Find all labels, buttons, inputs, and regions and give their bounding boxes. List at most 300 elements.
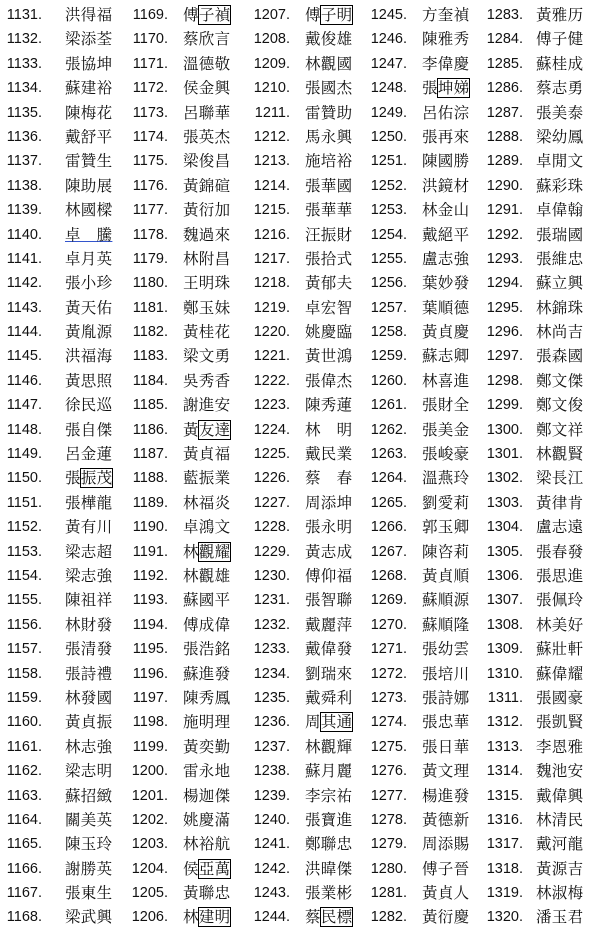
list-item: [367, 515, 485, 539]
list-item: [2, 101, 120, 125]
list-item: [250, 3, 368, 27]
entry-number: 1196.: [132, 665, 168, 682]
list-item: [483, 881, 607, 905]
entry-number: 1271.: [370, 641, 407, 658]
entry-name: 林清民: [536, 810, 584, 829]
entry-number: 1291.: [486, 202, 523, 219]
entry-number: 1288.: [486, 128, 523, 145]
entry-number: 1224.: [253, 421, 290, 438]
entry-name: 雷永地: [183, 762, 231, 781]
entry-number: 1262.: [370, 421, 407, 438]
list-item: [250, 27, 368, 51]
entry-number: 1166.: [6, 860, 42, 877]
list-item: [250, 101, 368, 125]
entry-name: 林金山: [422, 201, 470, 220]
entry-number: 1199.: [132, 738, 168, 755]
entry-number: 1254.: [370, 226, 407, 243]
entry-name: 張拾式: [305, 249, 353, 268]
list-item: [250, 588, 368, 612]
entry-name: 侯亞萬: [183, 859, 231, 878]
entry-name: 林裕航: [183, 835, 231, 854]
entry-name: 戴舒平: [65, 127, 113, 146]
entry-name: 謝勝英: [65, 859, 113, 878]
entry-name: 黃貞慶: [422, 323, 470, 342]
entry-name: 李宗祐: [305, 786, 353, 805]
list-item: [128, 296, 246, 320]
entry-name: 黃桂花: [183, 323, 231, 342]
entry-number: 1195.: [132, 641, 168, 658]
entry-name: 汪振財: [305, 225, 353, 244]
entry-name: 張峻豪: [422, 445, 470, 464]
list-item: [367, 247, 485, 271]
list-item: [250, 125, 368, 149]
entry-name: 林建明: [183, 908, 231, 927]
list-item: [483, 198, 607, 222]
entry-number: 1189.: [132, 494, 168, 511]
entry-name: 傅子晉: [422, 859, 470, 878]
list-item: [250, 491, 368, 515]
entry-number: 1179.: [132, 250, 168, 267]
boxed-glyphs: 民標: [320, 908, 353, 927]
list-item: [2, 564, 120, 588]
list-item: [2, 784, 120, 808]
entry-number: 1181.: [132, 299, 168, 316]
entry-name: 蘇國平: [183, 591, 231, 610]
entry-number: 1153.: [6, 543, 42, 560]
list-item: [250, 808, 368, 832]
list-item: [128, 320, 246, 344]
entry-name: 黃思照: [65, 371, 113, 390]
entry-number: 1138.: [6, 177, 42, 194]
list-item: [128, 832, 246, 856]
list-item: [250, 247, 368, 271]
entry-name: 張凱賢: [536, 713, 584, 732]
list-item: [367, 76, 485, 100]
entry-number: 1215.: [253, 202, 290, 219]
entry-name: 張詩娜: [422, 688, 470, 707]
entry-name: 王明珠: [183, 274, 231, 293]
list-item: [367, 369, 485, 393]
entry-name: 蘇志卿: [422, 347, 470, 366]
list-item: [128, 393, 246, 417]
entry-name: 陳祖祥: [65, 591, 113, 610]
entry-name: 林觀耀: [183, 542, 231, 561]
entry-number: 1260.: [370, 372, 407, 389]
list-item: [367, 832, 485, 856]
list-item: [128, 515, 246, 539]
entry-number: 1143.: [6, 299, 42, 316]
entry-name: 張小珍: [65, 274, 113, 293]
list-item: [2, 393, 120, 417]
entry-name: 張樺龍: [65, 493, 113, 512]
entry-name: 劉瑞來: [305, 664, 353, 683]
entry-number: 1200.: [131, 763, 168, 780]
entry-number: 1320.: [486, 909, 523, 926]
entry-number: 1276.: [370, 763, 407, 780]
list-item: [128, 101, 246, 125]
entry-number: 1269.: [370, 592, 407, 609]
entry-name: 黃奕勤: [183, 737, 231, 756]
list-item: [483, 442, 607, 466]
list-item: [483, 393, 607, 417]
entry-name: 戴俊雄: [305, 30, 353, 49]
entry-number: 1264.: [370, 470, 407, 487]
entry-number: 1218.: [253, 275, 290, 292]
list-item: [2, 247, 120, 271]
entry-number: 1300.: [486, 421, 523, 438]
list-item: [367, 613, 485, 637]
entry-name: 蘇立興: [536, 274, 584, 293]
list-item: [2, 76, 120, 100]
entry-name: 黃有川: [65, 518, 113, 537]
list-item: [2, 808, 120, 832]
entry-number: 1132.: [6, 31, 42, 48]
list-item: [2, 491, 120, 515]
list-item: [250, 52, 368, 76]
list-item: [128, 662, 246, 686]
entry-number: 1283.: [486, 7, 523, 23]
entry-name: 盧志強: [422, 249, 470, 268]
list-item: [250, 223, 368, 247]
entry-number: 1213.: [253, 153, 290, 170]
list-item: [483, 320, 607, 344]
list-item: [483, 223, 607, 247]
list-item: [483, 76, 607, 100]
entry-name: 傅仰福: [305, 566, 353, 585]
entry-number: 1197.: [132, 689, 168, 706]
entry-number: 1135.: [6, 104, 42, 121]
list-item: [128, 149, 246, 173]
entry-name: 蘇彩珠: [536, 176, 584, 195]
entry-number: 1210.: [253, 80, 290, 97]
list-item: [2, 27, 120, 51]
list-item: [367, 564, 485, 588]
list-item: [128, 588, 246, 612]
entry-number: 1157.: [6, 641, 42, 658]
entry-name: 張春發: [536, 542, 584, 561]
entry-number: 1290.: [486, 177, 523, 194]
entry-number: 1246.: [370, 31, 407, 48]
entry-number: 1306.: [486, 567, 523, 584]
entry-name: 張華華: [305, 201, 353, 220]
list-item: [367, 149, 485, 173]
entry-number: 1316.: [486, 811, 523, 828]
entry-name: 張坤娣: [422, 79, 470, 98]
list-item: [250, 637, 368, 661]
list-item: [483, 296, 607, 320]
entry-number: 1279.: [370, 836, 407, 853]
entry-number: 1317.: [486, 836, 523, 853]
list-item: [250, 320, 368, 344]
entry-number: 1152.: [6, 519, 42, 536]
list-item: [483, 125, 607, 149]
entry-name: 張東生: [65, 884, 113, 903]
entry-number: 1186.: [132, 421, 168, 438]
list-item: [128, 808, 246, 832]
entry-number: 1183.: [132, 348, 168, 365]
entry-name: 梁志強: [65, 566, 113, 585]
entry-number: 1204.: [131, 860, 168, 877]
list-item: [128, 271, 246, 295]
boxed-glyphs: 其通: [320, 713, 353, 732]
entry-number: 1220.: [253, 324, 290, 341]
entry-name: 郭玉卿: [422, 518, 470, 537]
list-item: [483, 344, 607, 368]
entry-name: 蔡 春: [305, 469, 353, 488]
entry-number: 1205.: [131, 885, 168, 902]
list-item: [483, 613, 607, 637]
entry-number: 1249.: [370, 104, 407, 121]
boxed-glyphs: 坤娣: [437, 79, 470, 98]
list-item: [367, 442, 485, 466]
list-item: [2, 174, 120, 198]
list-item: [367, 393, 485, 417]
entry-name: 張智聯: [305, 591, 353, 610]
entry-name: 陳助展: [65, 176, 113, 195]
entry-name: 卓月英: [65, 249, 113, 268]
entry-number: 1294.: [486, 275, 523, 292]
entry-name: 陳咨莉: [422, 542, 470, 561]
entry-name: 施培裕: [305, 152, 353, 171]
entry-name: 蘇建裕: [65, 79, 113, 98]
entry-number: 1237.: [253, 738, 290, 755]
entry-number: 1170.: [132, 31, 168, 48]
entry-name: 張美泰: [536, 103, 584, 122]
entry-number: 1270.: [370, 616, 407, 633]
entry-name: 藍振業: [183, 469, 231, 488]
column-4: [367, 3, 485, 930]
list-item: [483, 808, 607, 832]
entry-name: 張業彬: [305, 884, 353, 903]
entry-name: 黃世鴻: [305, 347, 353, 366]
entry-number: 1184.: [132, 372, 168, 389]
entry-number: 1234.: [253, 665, 290, 682]
list-item: [483, 515, 607, 539]
list-item: [2, 662, 120, 686]
entry-number: 1137.: [6, 153, 42, 170]
entry-number: 1171.: [132, 55, 168, 72]
entry-number: 1154.: [6, 567, 42, 584]
entry-name: 卓宏智: [305, 298, 353, 317]
entry-name: 黃友達: [183, 420, 231, 439]
list-item: [483, 784, 607, 808]
entry-number: 1257.: [370, 299, 407, 316]
list-item: [2, 296, 120, 320]
list-item: [367, 905, 485, 929]
list-item: [250, 442, 368, 466]
list-item: [2, 52, 120, 76]
list-item: [250, 857, 368, 881]
entry-name: 吳秀香: [183, 371, 231, 390]
entry-number: 1169.: [132, 7, 168, 23]
entry-number: 1229.: [253, 543, 290, 560]
entry-name: 蘇桂成: [536, 54, 584, 73]
entry-number: 1185.: [132, 397, 168, 414]
entry-name: 戴偉興: [536, 786, 584, 805]
entry-name: 葉妙發: [422, 274, 470, 293]
entry-name: 張英杰: [183, 127, 231, 146]
entry-number: 1265.: [370, 494, 407, 511]
list-item: [367, 296, 485, 320]
entry-name: 潘玉君: [536, 908, 584, 927]
entry-number: 1232.: [253, 616, 290, 633]
entry-name: 黃律肯: [536, 493, 584, 512]
entry-number: 1192.: [132, 567, 168, 584]
list-item: [2, 540, 120, 564]
entry-name: 林財發: [65, 615, 113, 634]
entry-name: 梁長江: [536, 469, 584, 488]
list-item: [2, 418, 120, 442]
entry-number: 1202.: [131, 811, 168, 828]
entry-name: 梁文勇: [183, 347, 231, 366]
entry-number: 1280.: [370, 860, 407, 877]
entry-name: 卓 騰: [65, 225, 113, 244]
list-item: [367, 857, 485, 881]
entry-number: 1299.: [486, 397, 523, 414]
list-item: [367, 418, 485, 442]
entry-name: 黃衍慶: [422, 908, 470, 927]
entry-number: 1295.: [486, 299, 523, 316]
entry-number: 1144.: [6, 324, 42, 341]
list-item: [483, 710, 607, 734]
list-item: [128, 857, 246, 881]
list-item: [483, 418, 607, 442]
entry-number: 1287.: [486, 104, 523, 121]
entry-number: 1193.: [132, 592, 168, 609]
entry-number: 1208.: [253, 31, 290, 48]
list-item: [367, 174, 485, 198]
entry-number: 1156.: [6, 616, 42, 633]
entry-name: 張清發: [65, 640, 113, 659]
entry-number: 1302.: [486, 470, 523, 487]
entry-name: 林淑梅: [536, 884, 584, 903]
entry-number: 1318.: [486, 860, 523, 877]
entry-number: 1239.: [253, 787, 290, 804]
entry-number: 1188.: [132, 470, 168, 487]
entry-number: 1219.: [253, 299, 290, 316]
list-item: [483, 3, 607, 27]
entry-number: 1161.: [6, 738, 42, 755]
entry-number: 1304.: [486, 519, 523, 536]
entry-name: 黃志成: [305, 542, 353, 561]
column-2: [128, 3, 246, 930]
list-item: [250, 662, 368, 686]
entry-number: 1133.: [6, 55, 42, 72]
entry-name: 蘇進發: [183, 664, 231, 683]
entry-name: 蔡欣言: [183, 30, 231, 49]
list-item: [483, 857, 607, 881]
list-item: [128, 442, 246, 466]
entry-number: 1146.: [6, 372, 42, 389]
entry-name: 戴麗萍: [305, 615, 353, 634]
entry-name: 鄭文祥: [536, 420, 584, 439]
list-item: [2, 320, 120, 344]
boxed-glyphs: 觀耀: [198, 542, 231, 561]
entry-name: 鄭聯忠: [305, 835, 353, 854]
entry-name: 洪得福: [65, 6, 113, 24]
entry-number: 1182.: [132, 324, 168, 341]
entry-number: 1176.: [132, 177, 168, 194]
entry-number: 1214.: [253, 177, 290, 194]
entry-number: 1225.: [253, 446, 290, 463]
entry-name: 林福炎: [183, 493, 231, 512]
list-item: [128, 564, 246, 588]
list-item: [367, 808, 485, 832]
entry-name: 張寶進: [305, 810, 353, 829]
list-item: [250, 564, 368, 588]
boxed-glyphs: 子明: [320, 6, 353, 24]
entry-name: 林 明: [305, 420, 353, 439]
list-item: [250, 76, 368, 100]
entry-number: 1203.: [131, 836, 168, 853]
list-item: [2, 149, 120, 173]
list-item: [483, 759, 607, 783]
entry-name: 戴民業: [305, 445, 353, 464]
entry-name: 張維忠: [536, 249, 584, 268]
entry-name: 蘇壯軒: [536, 640, 584, 659]
list-item: [367, 491, 485, 515]
entry-name: 張浩銘: [183, 640, 231, 659]
entry-name: 張幼雲: [422, 640, 470, 659]
entry-name: 傅子健: [536, 30, 584, 49]
entry-name: 黃文理: [422, 762, 470, 781]
list-item: [250, 540, 368, 564]
entry-number: 1259.: [370, 348, 407, 365]
entry-number: 1155.: [6, 592, 42, 609]
entry-number: 1136.: [6, 128, 42, 145]
entry-number: 1172.: [132, 80, 168, 97]
list-item: [250, 905, 368, 929]
list-item: [250, 515, 368, 539]
entry-number: 1303.: [486, 494, 523, 511]
entry-number: 1286.: [486, 80, 523, 97]
entry-name: 黃郁夫: [305, 274, 353, 293]
entry-number: 1243.: [253, 885, 290, 902]
entry-number: 1175.: [132, 153, 168, 170]
entry-number: 1261.: [370, 397, 407, 414]
entry-number: 1245.: [370, 7, 407, 23]
entry-name: 鄭玉妹: [183, 298, 231, 317]
list-item: [367, 637, 485, 661]
entry-name: 周添坤: [305, 493, 353, 512]
entry-name: 張森國: [536, 347, 584, 366]
entry-name: 蘇偉耀: [536, 664, 584, 683]
entry-number: 1226.: [253, 470, 290, 487]
entry-name: 洪鏡材: [422, 176, 470, 195]
list-item: [250, 198, 368, 222]
list-item: [250, 296, 368, 320]
entry-name: 傅成偉: [183, 615, 231, 634]
entry-name: 李恩雅: [536, 737, 584, 756]
entry-number: 1149.: [6, 446, 42, 463]
entry-name: 張華國: [305, 176, 353, 195]
entry-number: 1292.: [486, 226, 523, 243]
list-item: [367, 662, 485, 686]
entry-name: 陳梅花: [65, 103, 113, 122]
entry-name: 林美好: [536, 615, 584, 634]
entry-name: 姚慶滿: [183, 810, 231, 829]
entry-name: 張協坤: [65, 54, 113, 73]
entry-name: 蘇順隆: [422, 615, 470, 634]
entry-number: 1311.: [487, 689, 523, 706]
entry-name: 梁添荃: [65, 30, 113, 49]
entry-number: 1191.: [132, 543, 168, 560]
entry-name: 魏池安: [536, 762, 584, 781]
entry-name: 張美金: [422, 420, 470, 439]
entry-name: 洪福海: [65, 347, 113, 366]
entry-name: 黃天佑: [65, 298, 113, 317]
entry-name: 呂佑淙: [422, 103, 470, 122]
